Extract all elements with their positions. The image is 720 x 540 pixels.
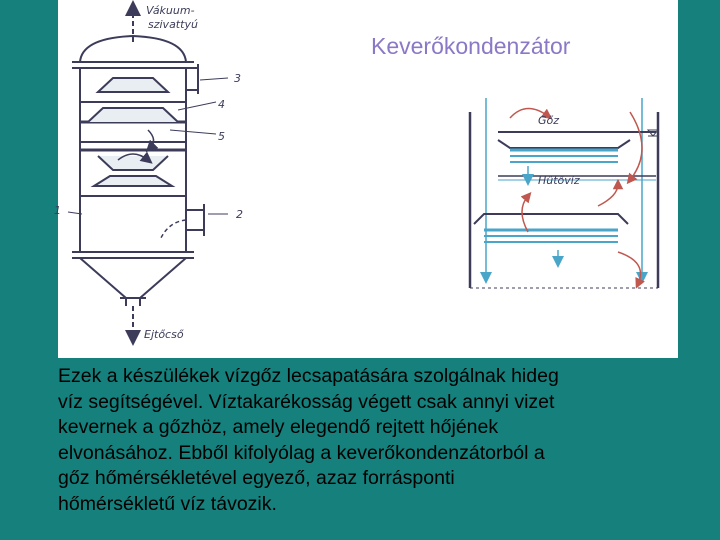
- column-cone: [80, 258, 186, 298]
- label-number-5: 5: [218, 130, 225, 143]
- diagram-panel: [54, 0, 678, 358]
- body-line: elvonásához. Ebből kifolyólag a keverőkondenzátorból a: [58, 441, 545, 464]
- body-line: gőz hőmérsékletével egyező, azaz forrásponti: [58, 467, 455, 490]
- tray-bottom: [94, 176, 172, 186]
- body-line: kevernek a gőzhöz, amely elegendő rejtett hőjének: [58, 416, 499, 439]
- label-number-3: 3: [234, 72, 241, 85]
- condenser-diagram: [54, 0, 678, 358]
- body-line: hőmérsékletű víz távozik.: [58, 492, 277, 515]
- label-number-4: 4: [218, 98, 225, 111]
- mixing-schematic: [470, 98, 658, 288]
- body-text: [58, 364, 688, 518]
- vacuum-pump-label-2: szivattyú: [148, 18, 198, 31]
- steam-arrow-2: [630, 112, 642, 180]
- tray-top: [98, 78, 168, 92]
- slide-title: Keverőkondenzátor: [371, 33, 571, 59]
- body-line: Ezek a készülékek vízgőz lecsapatására szolgálnak hideg: [58, 365, 559, 387]
- steam-label: Gőz: [538, 114, 560, 127]
- body-line: víz segítségével. Víztakarékosság végett csak annyi vizet: [58, 390, 555, 413]
- tray-middle: [98, 156, 168, 170]
- column-condenser: [68, 8, 228, 338]
- label-number-2: 2: [236, 208, 243, 221]
- cooling-water-label: Hűtővíz: [538, 174, 580, 187]
- outlet-pipe-label: Ejtőcső: [144, 328, 184, 341]
- steam-arrow-4: [598, 184, 618, 206]
- vacuum-pump-label: Vákuum-: [146, 4, 195, 17]
- label-number-1: 1: [54, 204, 61, 217]
